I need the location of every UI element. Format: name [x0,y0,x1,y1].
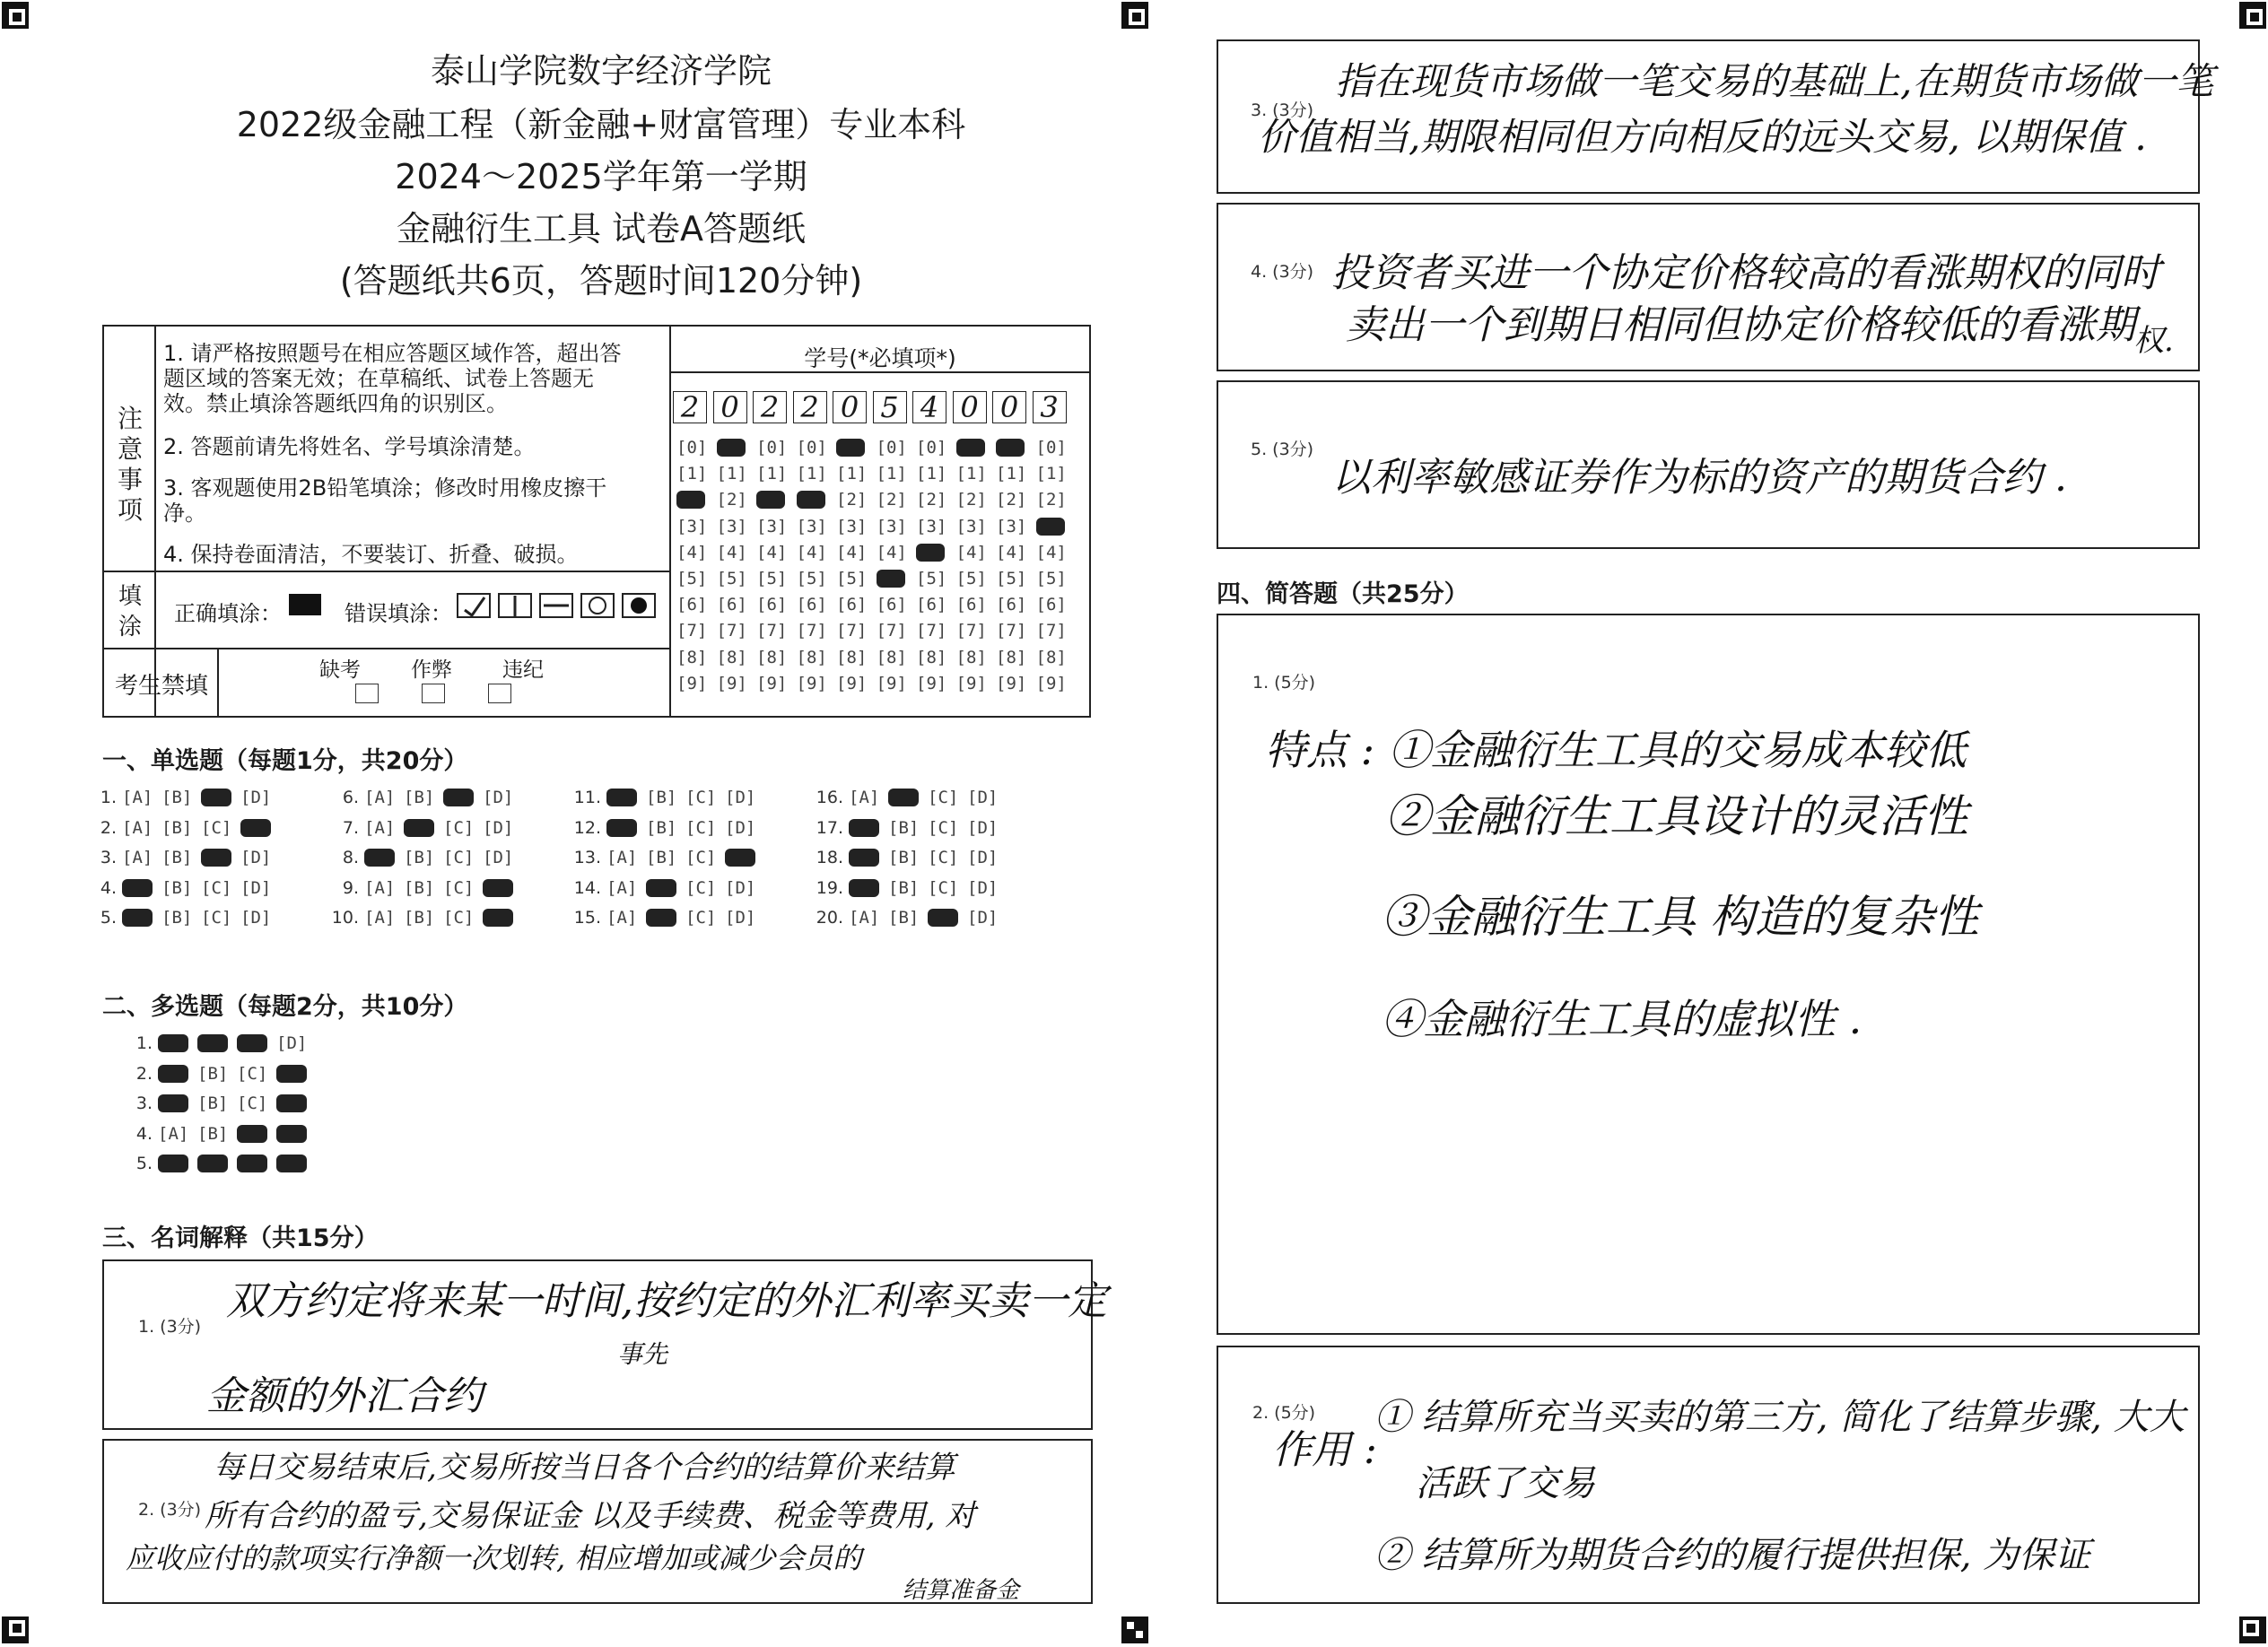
student-id-bubble[interactable]: [9] [1035,673,1067,693]
notice-item-4: 4. 保持卷面清洁，不要装订、折叠、破损。 [163,542,579,567]
student-id-bubble[interactable]: [2] [996,490,1027,510]
forbid-violation-label: 违纪 [502,658,544,682]
question-number: 12. [573,817,601,838]
answer-bubble-filled[interactable] [276,1155,307,1172]
answer-bubble[interactable]: [A] [606,908,638,928]
answer-bubble[interactable]: [C] [928,877,959,898]
answer-bubble-filled[interactable] [240,819,271,837]
student-id-bubble[interactable]: [3] [756,516,788,536]
answer-bubble[interactable]: [B] [161,788,193,807]
student-id-bubble[interactable]: [9] [716,673,747,693]
student-id-bubble[interactable]: [6] [676,595,708,615]
answer-bubble[interactable]: [B] [646,848,677,867]
answer-bubble-filled[interactable] [646,909,676,927]
answer-bubble[interactable]: [D] [725,877,756,898]
student-id-bubble[interactable]: [9] [996,673,1027,693]
short-q1-item-3: ③金融衍生工具 构造的复杂性 [1382,891,1979,943]
answer-bubble[interactable]: [D] [725,788,756,807]
student-id-bubble-filled[interactable] [676,491,705,509]
question-number: 18. [816,848,843,867]
answer-bubble[interactable]: [B] [197,1063,229,1084]
answer-bubble-filled[interactable] [849,819,879,837]
answer-bubble[interactable]: [C] [237,1094,268,1113]
answer-bubble-filled[interactable] [404,819,434,837]
answer-bubble-filled[interactable] [201,849,231,867]
student-id-bubble[interactable]: [6] [716,595,747,615]
term-q1-line1: 双方约定将来某一时间,按约定的外汇利率买卖一定 [226,1278,1107,1324]
answer-bubble[interactable]: [D] [483,817,514,838]
student-id-bubble[interactable]: [7] [756,621,788,641]
student-id-bubble[interactable]: [6] [1035,595,1067,615]
answer-bubble-filled[interactable] [928,909,958,927]
student-id-bubble[interactable]: [6] [756,595,788,615]
answer-bubble[interactable]: [B] [888,908,920,928]
program-title: 2022级金融工程（新金融+财富管理）专业本科 [236,105,966,144]
corner-marker-top-mid [1121,2,1148,29]
student-id-bubble-filled[interactable] [717,439,746,457]
question-number: 6. [342,788,359,807]
answer-bubble[interactable]: [C] [685,788,717,807]
term-q1-insertion: 事先 [617,1339,668,1369]
student-id-bubble[interactable]: [5] [916,569,947,588]
wrong-fill-samples [456,592,662,623]
student-id-bubble[interactable]: [6] [836,595,868,615]
short-q1-head: 特点 : [1265,726,1375,774]
student-id-bubble-filled[interactable] [956,439,985,457]
answer-bubble[interactable]: [D] [240,848,272,867]
student-id-bubble[interactable]: [3] [836,516,868,536]
answer-bubble-filled[interactable] [849,849,879,867]
student-id-bubble[interactable]: [1] [796,464,827,484]
answer-bubble-filled[interactable] [158,1034,188,1052]
student-id-bubble[interactable]: [8] [796,647,827,667]
student-id-digit: 0 [953,391,987,423]
student-id-bubble-filled[interactable] [756,491,785,509]
answer-bubble[interactable]: [B] [197,1094,229,1113]
answer-bubble[interactable]: [D] [967,817,999,838]
term-q2-line4: 结算准备金 [903,1577,1020,1604]
student-id-bubble[interactable]: [7] [1035,621,1067,641]
student-id-bubble[interactable]: [5] [716,569,747,588]
term-q2-line2: 所有合约的盈亏,交易保证金 以及手续费、税金等费用, 对 [205,1498,976,1534]
answer-bubble[interactable]: [B] [161,817,193,838]
course-title: 金融衍生工具 试卷A答题纸 [396,209,807,248]
answer-bubble[interactable]: [A] [364,908,396,928]
short-q1-points: 1. (5分) [1252,673,1316,693]
student-id-digit: 2 [673,391,707,423]
student-id-bubble[interactable]: [2] [955,490,987,510]
forbid-cheat-label: 作弊 [411,658,452,682]
question-number: 3. [100,848,117,867]
student-id-bubble[interactable]: [8] [955,647,987,667]
student-id-bubble[interactable]: [9] [836,673,868,693]
student-id-bubble[interactable]: [5] [796,569,827,588]
answer-bubble[interactable]: [A] [122,817,153,838]
student-id-bubble[interactable]: [5] [756,569,788,588]
student-id-bubble[interactable]: [1] [676,464,708,484]
student-id-bubble[interactable]: [8] [996,647,1027,667]
answer-bubble-filled[interactable] [364,849,395,867]
answer-bubble-filled[interactable] [122,909,153,927]
answer-bubble[interactable]: [D] [725,817,756,838]
short-q1-item-1: ①金融衍生工具的交易成本较低 [1389,726,1967,774]
student-id-bubble[interactable]: [3] [916,516,947,536]
student-id-bubble[interactable]: [4] [796,542,827,562]
student-id-digit: 2 [753,391,787,423]
forbid-cheat-checkbox[interactable] [422,684,445,703]
answer-bubble-filled[interactable] [158,1094,188,1112]
student-id-bubble[interactable]: [4] [716,542,747,562]
student-id-bubble[interactable]: [7] [916,621,947,641]
answer-bubble[interactable]: [C] [443,848,475,867]
answer-bubble-filled[interactable] [158,1065,188,1083]
short-answer-title: 四、简答题（共25分） [1217,580,1469,608]
student-id-bubble[interactable]: [6] [796,595,827,615]
answer-bubble[interactable]: [A] [849,788,880,807]
answer-bubble[interactable]: [C] [685,848,717,867]
answer-bubble[interactable]: [B] [888,817,920,838]
student-id-bubble[interactable]: [4] [836,542,868,562]
answer-bubble[interactable]: [B] [646,788,677,807]
fill-label: 填涂 [118,583,142,640]
answer-bubble-filled[interactable] [483,879,513,897]
student-id-bubble-filled[interactable] [916,544,945,562]
corner-marker-bottom-right [2239,1616,2266,1643]
wrong-fill-label: 错误填涂： [345,601,452,626]
answer-bubble[interactable]: [B] [161,908,193,928]
forbid-label: 考生禁填 [115,673,209,700]
student-id-bubble-filled[interactable] [836,439,865,457]
answer-bubble-filled[interactable] [122,879,153,897]
question-number: 5. [100,908,117,928]
student-id-bubble[interactable]: [2] [1035,490,1067,510]
short-q2-points: 2. (5分) [1252,1403,1316,1423]
question-number: 19. [816,877,843,898]
corner-marker-top-right [2239,2,2266,29]
question-number: 9. [342,877,359,898]
question-number: 4. [100,877,117,898]
question-number: 11. [573,788,601,807]
answer-bubble[interactable]: [B] [161,877,193,898]
student-id-bubble-filled[interactable] [996,439,1025,457]
correct-fill-sample [289,594,321,615]
answer-bubble[interactable]: [A] [364,788,396,807]
question-number: 5. [135,1154,153,1173]
forbid-absent-label: 缺考 [319,658,361,682]
corner-marker-bottom-left [2,1616,29,1643]
student-id-bubble[interactable]: [1] [756,464,788,484]
student-id-bubble-filled[interactable] [877,570,905,588]
answer-bubble[interactable]: [C] [443,908,475,928]
term-q5-line1: 以利率敏感证券作为标的资产的期货合约 . [1331,455,2067,501]
corner-marker-bottom-mid [1121,1616,1148,1643]
answer-bubble[interactable]: [D] [967,788,999,807]
answer-bubble[interactable]: [C] [685,877,717,898]
forbid-absent-checkbox[interactable] [355,684,379,703]
question-number: 13. [573,848,601,867]
answer-bubble[interactable]: [B] [161,848,193,867]
term-q1-points: 1. (3分) [138,1317,202,1337]
student-id-bubble[interactable]: [5] [836,569,868,588]
student-id-bubble[interactable]: [0] [876,438,907,458]
term-q5-points: 5. (3分) [1251,440,1314,459]
answer-bubble[interactable]: [A] [158,1123,189,1144]
answer-bubble[interactable]: [C] [928,788,959,807]
answer-bubble[interactable]: [B] [404,877,435,898]
answer-bubble[interactable]: [B] [646,817,677,838]
student-id-bubble[interactable]: [7] [996,621,1027,641]
answer-bubble[interactable]: [C] [201,908,232,928]
short-q2-line3: ② 结算所为期货合约的履行提供担保, 为保证 [1374,1535,2091,1576]
answer-bubble[interactable]: [B] [888,877,920,898]
student-id-bubble[interactable]: [3] [716,516,747,536]
student-id-bubble[interactable]: [2] [836,490,868,510]
student-id-bubble[interactable]: [6] [916,595,947,615]
student-id-bubble[interactable]: [8] [756,647,788,667]
student-id-bubble[interactable]: [9] [796,673,827,693]
student-id-bubble[interactable]: [9] [955,673,987,693]
student-id-bubble[interactable]: [1] [996,464,1027,484]
corner-marker-top-left [2,2,29,29]
student-id-bubble[interactable]: [3] [676,516,708,536]
answer-bubble-filled[interactable] [237,1034,267,1052]
student-id-bubble[interactable]: [7] [796,621,827,641]
student-id-bubble[interactable]: [9] [756,673,788,693]
student-id-bubble[interactable]: [7] [955,621,987,641]
student-id-bubble[interactable]: [1] [876,464,907,484]
answer-bubble[interactable]: [D] [240,908,272,928]
answer-bubble-filled[interactable] [606,789,637,806]
short-q2-line2: 活跃了交易 [1416,1463,1595,1504]
student-id-bubble[interactable]: [2] [876,490,907,510]
student-id-bubble[interactable]: [9] [676,673,708,693]
answer-bubble[interactable]: [D] [967,908,999,928]
student-id-bubble[interactable]: [3] [955,516,987,536]
forbid-violation-checkbox[interactable] [488,684,511,703]
answer-bubble-filled[interactable] [201,789,231,806]
student-id-bubble[interactable]: [5] [676,569,708,588]
student-id-bubble[interactable]: [4] [676,542,708,562]
sheet-note: (答题纸共6页，答题时间120分钟) [339,261,863,301]
student-id-bubble[interactable]: [2] [916,490,947,510]
term-q4-points: 4. (3分) [1251,262,1314,282]
student-id-bubble[interactable]: [1] [716,464,747,484]
student-id-bubble[interactable]: [0] [676,438,708,458]
term-q4-line3: 权. [2133,323,2174,359]
answer-bubble[interactable]: [D] [967,877,999,898]
student-id-digit: 0 [833,391,867,423]
answer-bubble[interactable]: [D] [725,908,756,928]
answer-bubble[interactable]: [C] [928,817,959,838]
question-number: 16. [816,788,843,807]
student-id-bubble-filled[interactable] [797,491,825,509]
student-id-bubble[interactable]: [7] [836,621,868,641]
student-id-bubble[interactable]: [1] [836,464,868,484]
answer-bubble-filled[interactable] [276,1125,307,1143]
answer-bubble[interactable]: [D] [240,788,272,807]
answer-bubble-filled[interactable] [276,1094,307,1112]
answer-bubble-filled[interactable] [237,1125,267,1143]
student-id-digit: 2 [793,391,827,423]
notice-item-2: 2. 答题前请先将姓名、学号填涂清楚。 [163,434,536,459]
question-number: 7. [342,817,359,838]
student-id-bubble[interactable]: [4] [1035,542,1067,562]
student-id-bubble[interactable]: [8] [716,647,747,667]
short-q1-item-4: ④金融衍生工具的虚拟性 . [1382,995,1862,1043]
question-number: 3. [135,1094,153,1113]
answer-bubble[interactable]: [C] [201,817,232,838]
student-id-digit: 4 [912,391,946,423]
term-q3-line1: 指在现货市场做一笔交易的基础上,在期货市场做一笔 [1335,59,2214,103]
answer-bubble[interactable]: [D] [483,848,514,867]
student-id-bubble[interactable]: [8] [1035,647,1067,667]
question-number: 10. [331,908,359,928]
answer-bubble[interactable]: [D] [240,877,272,898]
question-number: 1. [100,788,117,807]
term-q2-points: 2. (3分) [138,1500,202,1520]
answer-bubble[interactable]: [C] [201,877,232,898]
question-number: 20. [816,908,843,928]
answer-bubble-filled[interactable] [483,909,513,927]
answer-bubble[interactable]: [A] [849,908,880,928]
student-id-bubble[interactable]: [0] [796,438,827,458]
answer-bubble-filled[interactable] [646,879,676,897]
notice-item-3: 3. 客观题使用2B铅笔填涂；修改时用橡皮擦干净。 [163,475,607,526]
question-number: 2. [135,1063,153,1084]
question-number: 17. [816,817,843,838]
term-q3-points: 3. (3分) [1251,100,1314,120]
student-id-bubble[interactable]: [8] [836,647,868,667]
school-title: 泰山学院数字经济学院 [430,51,772,91]
short-q1-item-2: ②金融衍生工具设计的灵活性 [1385,790,1968,842]
answer-bubble[interactable]: [C] [928,848,959,867]
student-id-bubble[interactable]: [3] [996,516,1027,536]
student-id-bubble[interactable]: [1] [955,464,987,484]
student-id-bubble[interactable]: [2] [716,490,747,510]
answer-bubble-filled[interactable] [849,879,879,897]
term-q2-line1: 每日交易结束后,交易所按当日各个合约的结算价来结算 [214,1450,955,1486]
question-number: 1. [135,1033,153,1053]
question-number: 8. [342,848,359,867]
answer-bubble-filled[interactable] [443,789,474,806]
answer-bubble[interactable]: [A] [364,877,396,898]
answer-bubble[interactable]: [D] [483,788,514,807]
answer-bubble[interactable]: [C] [443,817,475,838]
term-q4-line2: 卖出一个到期日相同但协定价格较低的看涨期 [1346,302,2135,348]
terms-title: 三、名词解释（共15分） [102,1224,379,1252]
term-title: 2024～2025学年第一学期 [395,157,807,196]
student-id-bubble[interactable]: [6] [955,595,987,615]
answer-bubble-filled[interactable] [888,789,919,806]
student-id-bubble[interactable]: [9] [876,673,907,693]
answer-bubble[interactable]: [D] [276,1033,308,1053]
student-id-digit: 3 [1033,391,1067,423]
student-id-bubble[interactable]: [8] [916,647,947,667]
answer-bubble-filled[interactable] [606,819,637,837]
notice-label: 注意事项 [117,404,143,525]
student-id-bubble[interactable]: [1] [1035,464,1067,484]
answer-bubble[interactable]: [C] [685,908,717,928]
question-number: 15. [573,908,601,928]
answer-bubble[interactable]: [C] [237,1063,268,1084]
answer-bubble[interactable]: [B] [404,788,435,807]
student-id-bubble[interactable]: [8] [876,647,907,667]
student-id-bubble[interactable]: [6] [876,595,907,615]
answer-bubble[interactable]: [A] [364,817,396,838]
student-id-bubble[interactable]: [3] [796,516,827,536]
short-q2-head: 作用 : [1272,1427,1377,1473]
student-id-digit: 0 [992,391,1026,423]
term-q2-line3: 应收应付的款项实行净额一次划转, 相应增加或减少会员的 [126,1541,862,1575]
question-number: 2. [100,817,117,838]
answer-bubble[interactable]: [B] [404,848,435,867]
student-id-bubble-filled[interactable] [1036,518,1065,536]
answer-bubble-filled[interactable] [237,1155,267,1172]
question-number: 14. [573,877,601,898]
student-id-bubble[interactable]: [0] [1035,438,1067,458]
answer-bubble-filled[interactable] [158,1155,188,1172]
student-id-bubble[interactable]: [9] [916,673,947,693]
student-id-bubble[interactable]: [4] [876,542,907,562]
answer-bubble[interactable]: [B] [404,908,435,928]
student-id-bubble[interactable]: [8] [676,647,708,667]
answer-bubble[interactable]: [B] [888,848,920,867]
student-id-bubble[interactable]: [5] [1035,569,1067,588]
correct-fill-label: 正确填涂： [174,601,282,626]
answer-bubble-filled[interactable] [197,1034,228,1052]
single-choice-title: 一、单选题（每题1分，共20分） [102,747,468,775]
term-q1-line2: 金额的外汇合约 [206,1373,483,1419]
student-id-bubble[interactable]: [0] [756,438,788,458]
answer-bubble[interactable]: [B] [197,1123,229,1144]
student-id-bubble[interactable]: [0] [916,438,947,458]
notice-item-1: 1. 请严格按照题号在相应答题区域作答，超出答题区域的答案无效；在草稿纸、试卷上答题无效。禁止填涂答题纸四角的识别区。 [163,341,622,416]
term-q3-line2: 价值相当,期限相同但方向相反的远头交易, 以期保值 . [1258,115,2147,159]
student-id-bubble[interactable]: [4] [996,542,1027,562]
student-id-bubble[interactable]: [6] [996,595,1027,615]
student-id-bubble[interactable]: [7] [876,621,907,641]
student-id-bubble[interactable]: [5] [996,569,1027,588]
answer-bubble[interactable]: [A] [606,848,638,867]
short-q2-line1: ① 结算所充当买卖的第三方, 简化了结算步骤, 大大 [1374,1397,2185,1438]
answer-bubble[interactable]: [A] [122,788,153,807]
answer-bubble-filled[interactable] [197,1155,228,1172]
student-id-bubble[interactable]: [7] [716,621,747,641]
answer-bubble[interactable]: [C] [443,877,475,898]
term-q4-line1: 投资者买进一个协定价格较高的看涨期权的同时 [1331,250,2160,296]
student-id-bubble[interactable]: [5] [955,569,987,588]
student-id-bubble[interactable]: [3] [876,516,907,536]
student-id-bubble[interactable]: [4] [756,542,788,562]
student-id-digit: 5 [873,391,907,423]
answer-bubble[interactable]: [C] [685,817,717,838]
answer-bubble[interactable]: [D] [967,848,999,867]
student-id-bubble[interactable]: [4] [955,542,987,562]
answer-bubble[interactable]: [A] [606,877,638,898]
student-id-label: 学号(*必填项*) [804,345,956,371]
question-number: 4. [135,1123,153,1144]
student-id-bubble[interactable]: [1] [916,464,947,484]
answer-bubble-filled[interactable] [725,849,755,867]
answer-bubble-filled[interactable] [276,1065,307,1083]
answer-bubble[interactable]: [A] [122,848,153,867]
multi-choice-title: 二、多选题（每题2分，共10分） [102,993,468,1021]
student-id-digit: 0 [713,391,747,423]
student-id-bubble[interactable]: [7] [676,621,708,641]
